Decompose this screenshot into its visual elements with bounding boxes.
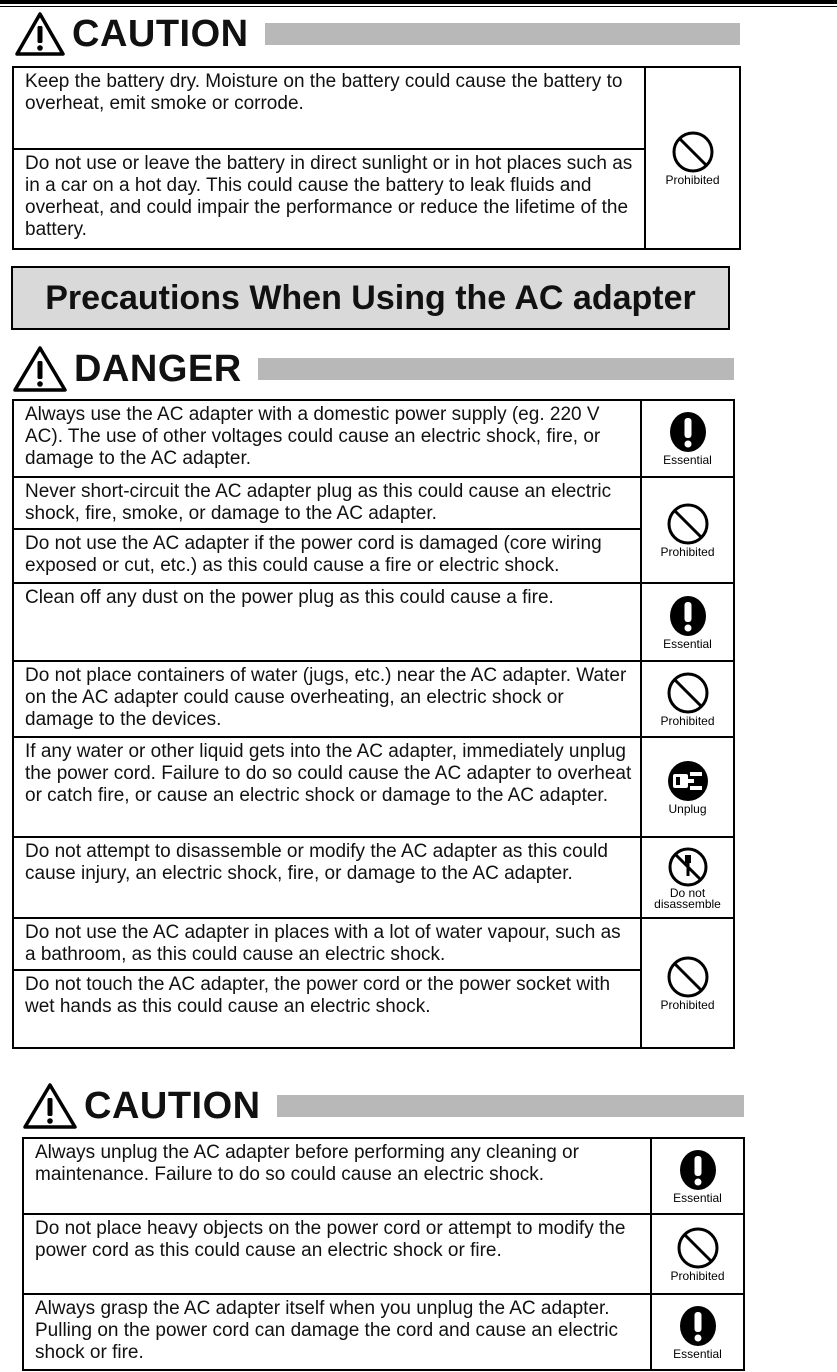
caution-row: Always unplug the AC adapter before performing any cleaning or maintenance. Failure to do so could cause an electric shock. — [23, 1138, 651, 1214]
header-bar — [258, 358, 734, 380]
icon-cell — [651, 1214, 744, 1294]
header-bar — [265, 23, 740, 45]
danger-row: If any water or other liquid gets into the AC adapter, immediately unplug the power cord. Failure to do so could cause the AC adapter to overheat or catch fire, or cause an electric shock or damage to the AC adapter. — [13, 737, 641, 837]
caution-header — [14, 10, 740, 58]
icon-label: Prohibited — [670, 1268, 725, 1283]
icon-cell — [641, 918, 734, 1048]
caution-row: Do not use or leave the battery in direct sunlight or in hot places such as in a car on a hot day. This could cause the battery to leak fluids and overheat, and could impair the performance or reduce the lifetime of the battery. — [13, 149, 645, 249]
icon-label: Prohibited — [660, 997, 715, 1012]
prohibited-icon — [676, 1226, 720, 1270]
icon-cell — [641, 400, 734, 477]
icon-cell — [641, 477, 734, 583]
danger-row: Do not touch the AC adapter, the power cord or the power socket with wet hands as this could cause an electric shock. — [13, 970, 641, 1048]
danger-title: DANGER — [74, 347, 242, 390]
icon-label: Prohibited — [660, 713, 715, 728]
icon-cell — [651, 1138, 744, 1214]
essential-icon — [678, 1148, 718, 1192]
danger-table — [12, 399, 735, 1049]
danger-row: Do not use the AC adapter in places with a lot of water vapour, such as a bathroom, as this could cause an electric shock. — [13, 918, 641, 970]
caution-title: CAUTION — [84, 1084, 261, 1127]
icon-label: Unplug — [668, 801, 707, 816]
caution-adapter-table — [22, 1137, 745, 1371]
icon-label: Essential — [663, 636, 712, 651]
essential-icon — [668, 410, 708, 454]
caution-row: Always grasp the AC adapter itself when you unplug the AC adapter. Pulling on the power cord can damage the cord and cause an electric shock or fire. — [23, 1294, 651, 1370]
icon-cell — [651, 1294, 744, 1370]
top-rule-thin — [0, 6, 837, 7]
prohibited-icon — [671, 130, 715, 174]
icon-cell — [641, 583, 734, 661]
caution-battery-table — [12, 66, 741, 250]
icon-label: Do not — [669, 885, 706, 900]
prohibited-icon — [666, 502, 710, 546]
essential-icon — [668, 594, 708, 638]
icon-label: Essential — [663, 453, 712, 467]
icon-label: Essential — [673, 1190, 722, 1205]
warning-triangle-icon — [14, 11, 66, 57]
danger-row: Always use the AC adapter with a domestic power supply (eg. 220 V AC). The use of other voltages could cause an electric shock, fire, or damage to the AC adapter. — [13, 400, 641, 477]
unplug-icon — [666, 759, 710, 803]
danger-header — [12, 344, 734, 394]
warning-triangle-icon — [12, 345, 68, 393]
icon-label: Essential — [673, 1346, 722, 1361]
danger-row: Do not use the AC adapter if the power cord is damaged (core wiring exposed or cut, etc.) as this could cause a fire or electric shock. — [13, 529, 641, 583]
icon-label: Prohibited — [665, 172, 720, 187]
header-bar — [277, 1095, 744, 1117]
danger-row: Do not attempt to disassemble or modify the AC adapter as this could cause injury, an electric shock, fire, or damage to the AC adapter. — [13, 837, 641, 918]
icon-cell — [641, 661, 734, 737]
icon-label: Prohibited — [660, 544, 715, 559]
section-banner: Precautions When Using the AC adapter — [11, 266, 730, 330]
prohibited-icon — [666, 955, 710, 999]
icon-cell — [641, 737, 734, 837]
caution-title: CAUTION — [72, 12, 249, 55]
no-disassemble-icon — [666, 846, 710, 888]
caution-row: Do not place heavy objects on the power cord or attempt to modify the power cord as this could cause an electric shock or fire. — [23, 1214, 651, 1294]
prohibited-icon — [666, 671, 710, 715]
icon-cell — [641, 837, 734, 918]
danger-row: Clean off any dust on the power plug as this could cause a fire. — [13, 583, 641, 661]
danger-row: Never short-circuit the AC adapter plug as this could cause an electric shock, fire, smoke, or damage to the AC adapter. — [13, 477, 641, 529]
icon-cell — [645, 67, 740, 249]
caution-header-2 — [22, 1081, 744, 1131]
essential-icon — [678, 1304, 718, 1348]
icon-label: disassemble — [654, 896, 721, 911]
danger-row: Do not place containers of water (jugs, etc.) near the AC adapter. Water on the AC adapter could cause overheating, an electric shock or damage to the devices. — [13, 661, 641, 737]
caution-row: Keep the battery dry. Moisture on the battery could cause the battery to overheat, emit smoke or corrode. — [13, 67, 645, 149]
top-rule — [0, 0, 837, 4]
warning-triangle-icon — [22, 1082, 78, 1130]
